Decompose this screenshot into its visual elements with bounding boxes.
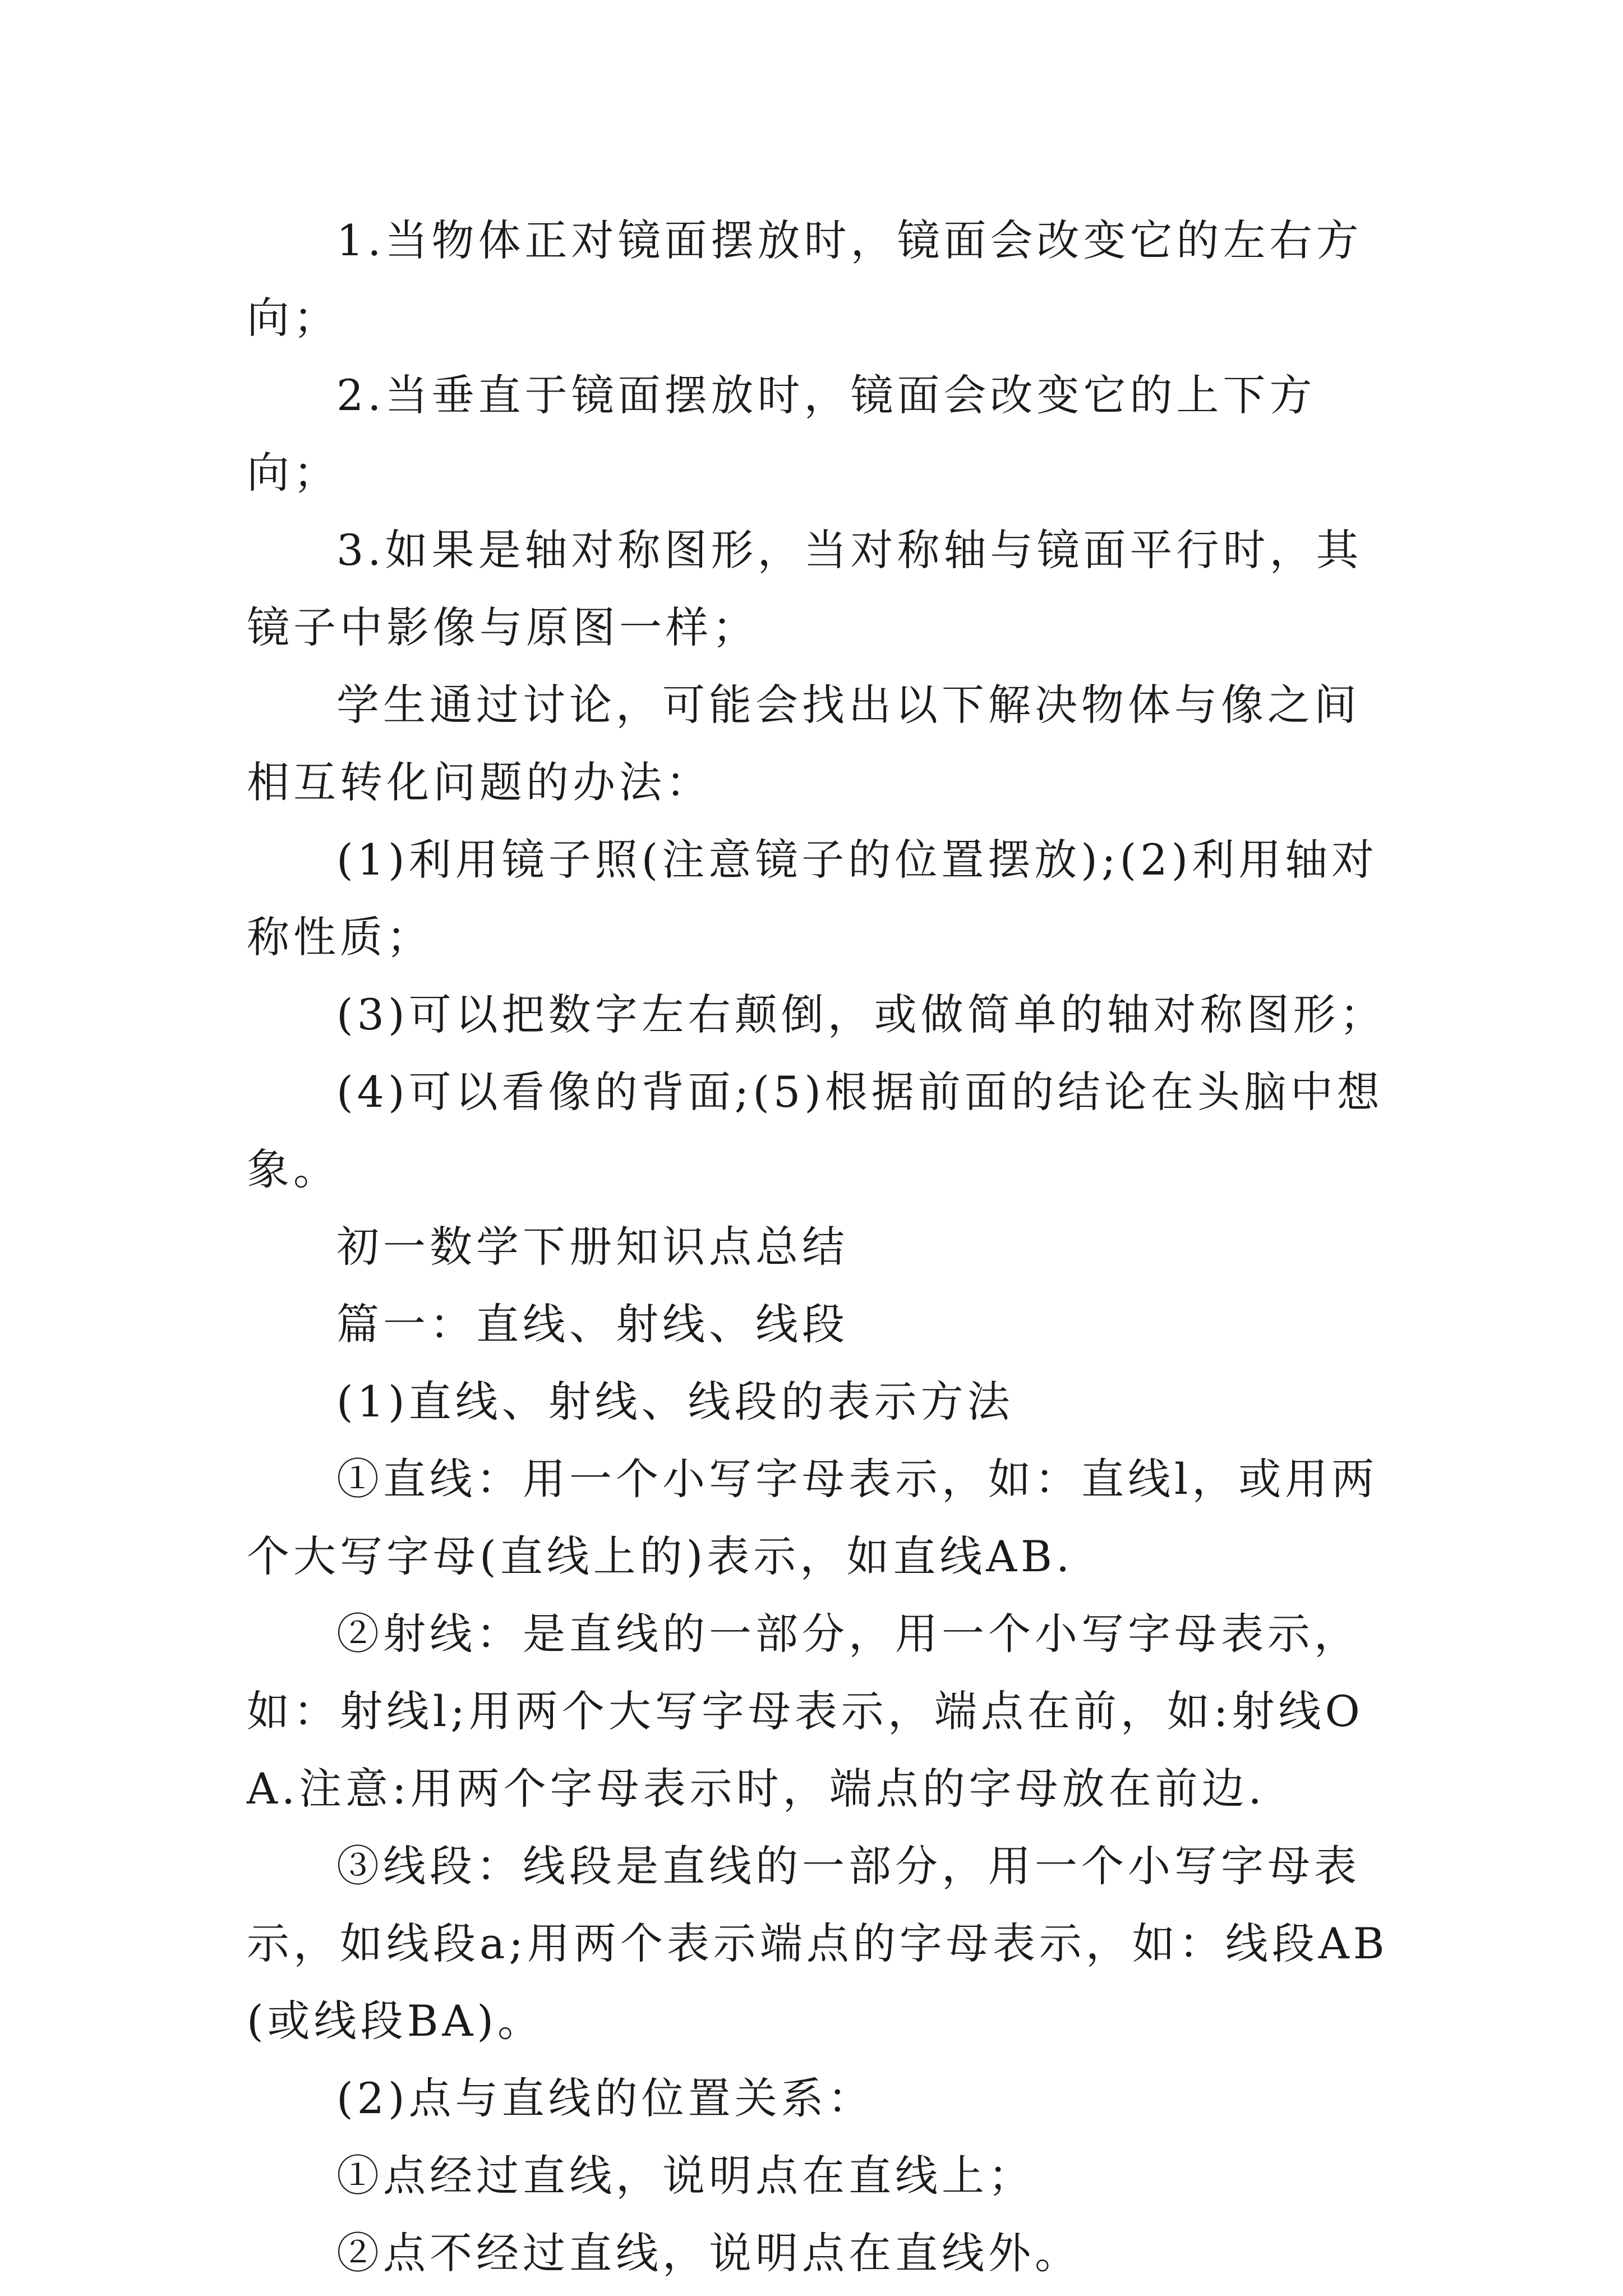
paragraph-segment: ③线段：线段是直线的一部分，用一个小写字母表示，如线段a;用两个表示端点的字母表示，如：线段AB(或线段BA)。 xyxy=(247,1841,1389,2046)
section-title: 初一数学下册知识点总结 xyxy=(336,1222,849,1272)
paragraph-method-1-2: (1)利用镜子照(注意镜子的位置摆放);(2)利用轴对称性质； xyxy=(247,835,1378,962)
paragraph-ray: ②射线：是直线的一部分，用一个小写字母表示，如：射线l;用两个大写字母表示，端点在前，如:射线OA.注意:用两个字母表示时，端点的字母放在前边. xyxy=(247,1609,1364,1814)
subheading-representation: (1)直线、射线、线段的表示方法 xyxy=(336,1377,1014,1427)
paragraph-method-3: (3)可以把数字左右颠倒，或做简单的轴对称图形； xyxy=(336,990,1386,1039)
paragraph-discussion-intro: 学生通过讨论，可能会找出以下解决物体与像之间相互转化问题的办法： xyxy=(247,680,1361,807)
paragraph-mirror-rule-1: 1.当物体正对镜面摆放时，镜面会改变它的左右方向； xyxy=(247,215,1363,343)
paragraph-mirror-rule-2: 2.当垂直于镜面摆放时，镜面会改变它的上下方向； xyxy=(247,370,1316,498)
document-page xyxy=(247,202,1396,2292)
paragraph-line: ①直线：用一个小写字母表示，如：直线l，或用两个大写字母(直线上的)表示，如直线AB. xyxy=(247,1454,1378,1581)
paragraph-mirror-rule-3: 3.如果是轴对称图形，当对称轴与镜面平行时，其镜子中影像与原图一样； xyxy=(247,525,1363,652)
paragraph-method-4-5: (4)可以看像的背面;(5)根据前面的结论在头脑中想象。 xyxy=(247,1067,1384,1194)
paragraph-point-on-line: ①点经过直线，说明点在直线上； xyxy=(336,2151,1035,2201)
chapter-heading: 篇一：直线、射线、线段 xyxy=(336,1299,849,1349)
subheading-point-line: (2)点与直线的位置关系： xyxy=(336,2073,874,2123)
paragraph-point-off-line: ②点不经过直线，说明点在直线外。 xyxy=(336,2228,1081,2278)
